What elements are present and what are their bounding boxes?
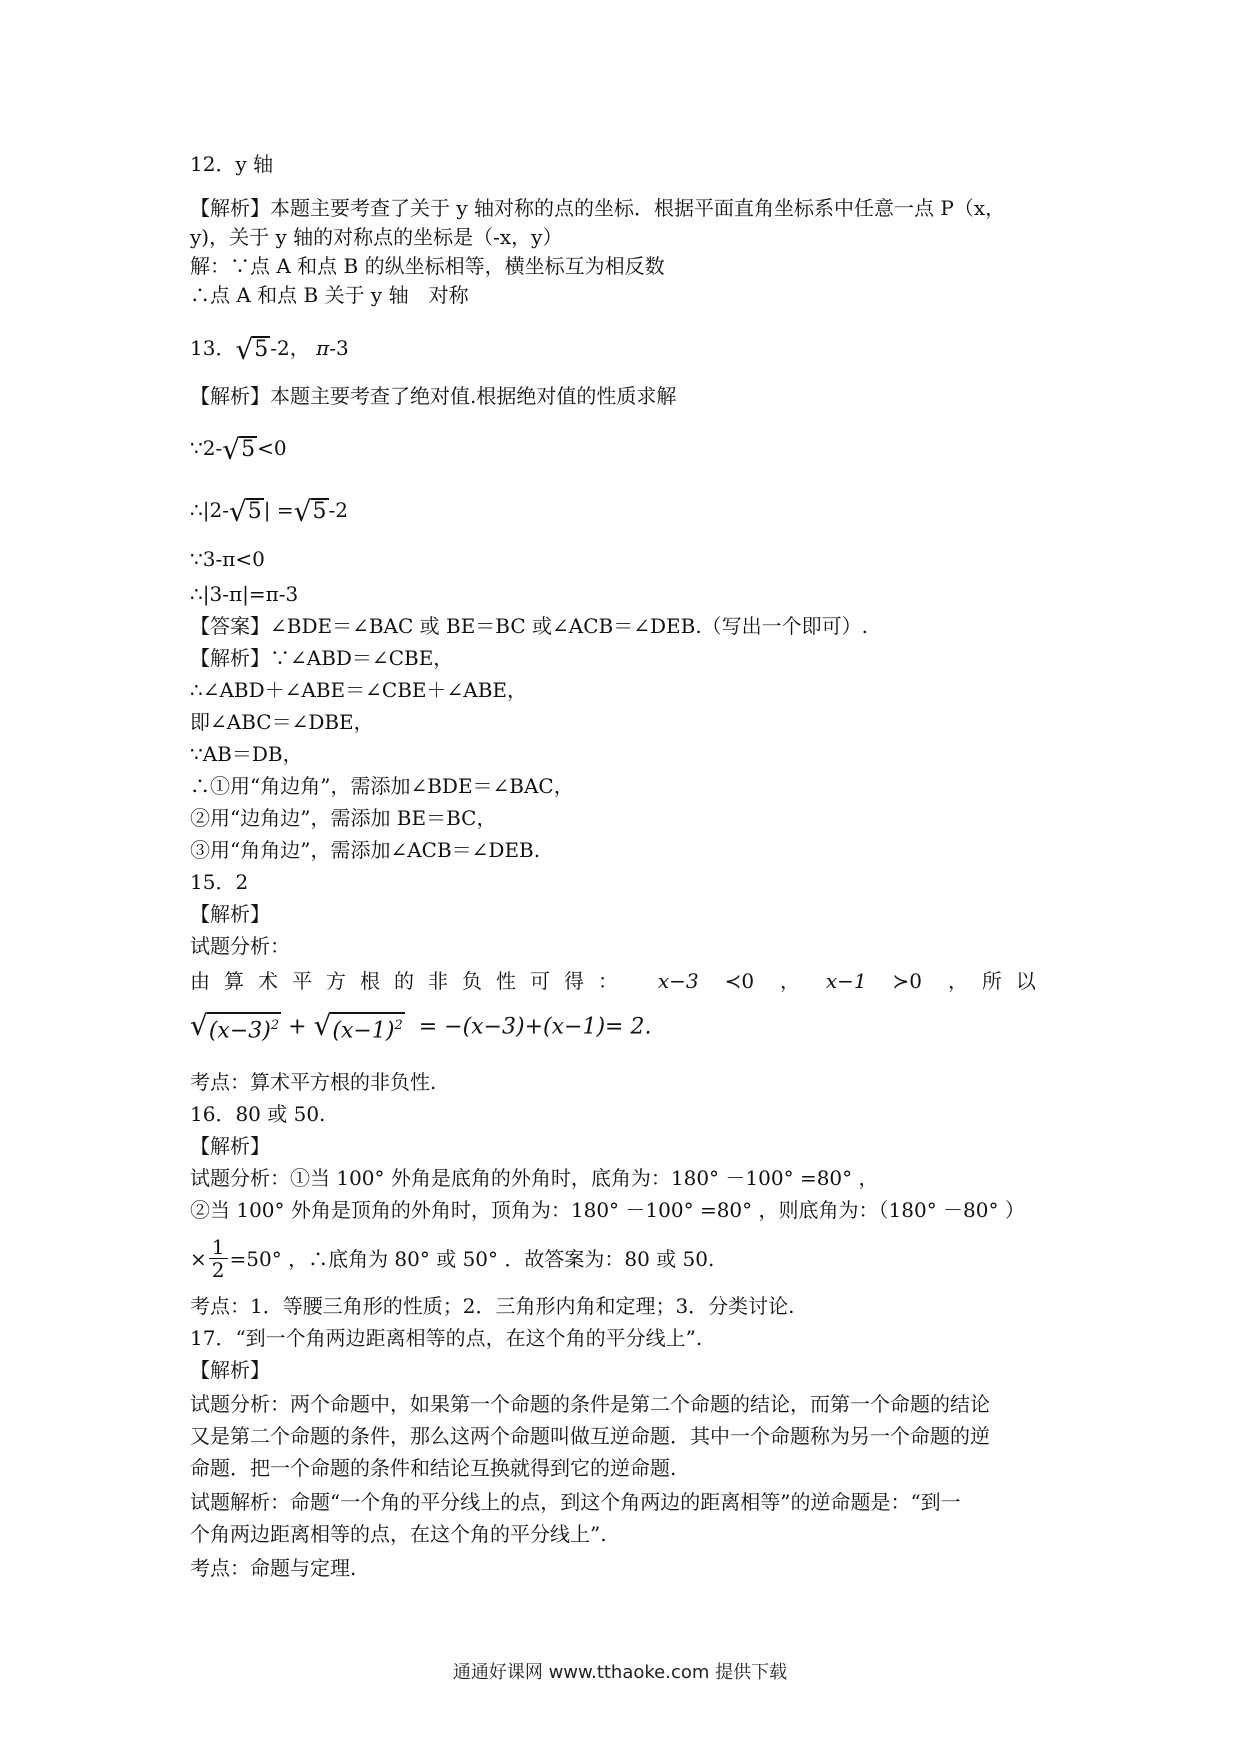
solution-17-line2: 个角两边距离相等的点，在这个角的平分线上”.: [190, 1522, 607, 1546]
analysis-17-line1: 试题分析：两个命题中，如果第一个命题的条件是第二个命题的结论，而第一个命题的结论: [190, 1392, 990, 1416]
answer-14: 【答案】∠BDE＝∠BAC 或 BE＝BC 或∠ACB＝∠DEB.（写出一个即可）.: [190, 614, 869, 638]
step-13-3: ∵3-π<0: [190, 547, 265, 571]
analysis-17-line2: 又是第二个命题的条件，那么这两个命题叫做互逆命题．其中一个命题称为另一个命题的逆: [190, 1424, 990, 1448]
analysis-14-line5: ∴①用“角边角”，需添加∠BDE＝∠BAC，: [190, 774, 574, 798]
answer-13-number: 13．: [190, 336, 236, 360]
solution-12-line1: 解：∵点 A 和点 B 的纵坐标相等，横坐标互为相反数: [190, 254, 665, 278]
analysis-15-heading: 【解析】: [190, 902, 270, 926]
sqrt-expression: √ 5: [222, 432, 256, 466]
answer-13: 13． √ 5 -2， π-3: [190, 332, 349, 366]
answer-16: 16．80 或 50.: [190, 1102, 326, 1126]
sqrt-expression: √ $(x-1)^2$: [313, 1009, 403, 1044]
step-13-1: ∵2- √ 5 <0: [190, 432, 287, 466]
solution-17-line1: 试题解析：命题“一个角的平分线上的点，到这个角两边的距离相等”的逆命题是：“到一: [190, 1490, 961, 1514]
sqrt-expression: √ $(x-3)^2$: [190, 1009, 280, 1044]
analysis-12-line2: y)，关于 y 轴的对称点的坐标是（-x，y）: [190, 225, 563, 249]
analysis-17-heading: 【解析】: [190, 1358, 270, 1382]
analysis-16-heading: 【解析】: [190, 1134, 270, 1158]
solution-12-line2: ∴点 A 和点 B 关于 y 轴 对称: [190, 283, 469, 307]
analysis-15-formula: √ $(x-3)^2$ + √ $(x-1)^2$ = −(x−3)+(x−1)= 2.: [190, 1009, 652, 1044]
analysis-12-line1: 【解析】本题主要考查了关于 y 轴对称的点的坐标．根据平面直角坐标系中任意一点 P（x，: [190, 196, 1006, 220]
analysis-13: 【解析】本题主要考查了绝对值.根据绝对值的性质求解: [190, 384, 677, 408]
analysis-15-step1: 由算术平方根的非负性可得： x−3 ≺0 ， x−1 ≻0 ，所以: [190, 969, 1050, 993]
sqrt-expression: √ 5: [228, 494, 262, 528]
fraction: $\frac{1}{2}$: [209, 1236, 228, 1281]
analysis-14-line4: ∵AB＝DB，: [190, 742, 303, 766]
answer-15: 15．2: [190, 870, 249, 894]
analysis-14-line2: ∴∠ABD＋∠ABE＝∠CBE＋∠ABE，: [190, 678, 528, 702]
keypoint-16: 考点：1．等腰三角形的性质；2．三角形内角和定理；3．分类讨论.: [190, 1294, 795, 1318]
keypoint-15: 考点：算术平方根的非负性.: [190, 1070, 437, 1094]
step-13-4: ∴|3-π|=π-3: [190, 582, 299, 606]
analysis-14-line1: 【解析】∵∠ABD＝∠CBE，: [190, 646, 454, 670]
analysis-16-line3: × $\frac{1}{2}$ =50° ，∴底角为 80° 或 50° ．故答案为：80 或 50.: [190, 1235, 715, 1282]
analysis-17-line3: 命题．把一个命题的条件和结论互换就得到它的逆命题.: [190, 1456, 677, 1480]
answer-17: 17．“到一个角两边距离相等的点，在这个角的平分线上”.: [190, 1326, 703, 1350]
step-13-2: ∴|2- √ 5 | = √ 5 -2: [190, 494, 348, 528]
analysis-14-line7: ③用“角角边”，需添加∠ACB＝∠DEB.: [190, 838, 541, 862]
page-footer: 通通好课网 www.tthaoke.com 提供下载: [452, 1662, 788, 1683]
analysis-14-line6: ②用“边角边”，需添加 BE＝BC，: [190, 806, 497, 830]
analysis-16-line2: ②当 100° 外角是顶角的外角时，顶角为：180° －100° =80° ，则底角为：（180° －80° ）: [190, 1198, 1025, 1222]
sqrt-expression: √ 5: [293, 494, 327, 528]
analysis-14-line3: 即∠ABC＝∠DBE，: [190, 710, 374, 734]
sqrt-expression: √ 5: [235, 332, 269, 366]
answer-12: 12．y 轴: [190, 152, 274, 176]
keypoint-17: 考点：命题与定理.: [190, 1556, 357, 1580]
analysis-16-line1: 试题分析：①当 100° 外角是底角的外角时，底角为：180° －100° =80° ，: [190, 1166, 879, 1190]
analysis-15-label: 试题分析：: [190, 934, 290, 958]
